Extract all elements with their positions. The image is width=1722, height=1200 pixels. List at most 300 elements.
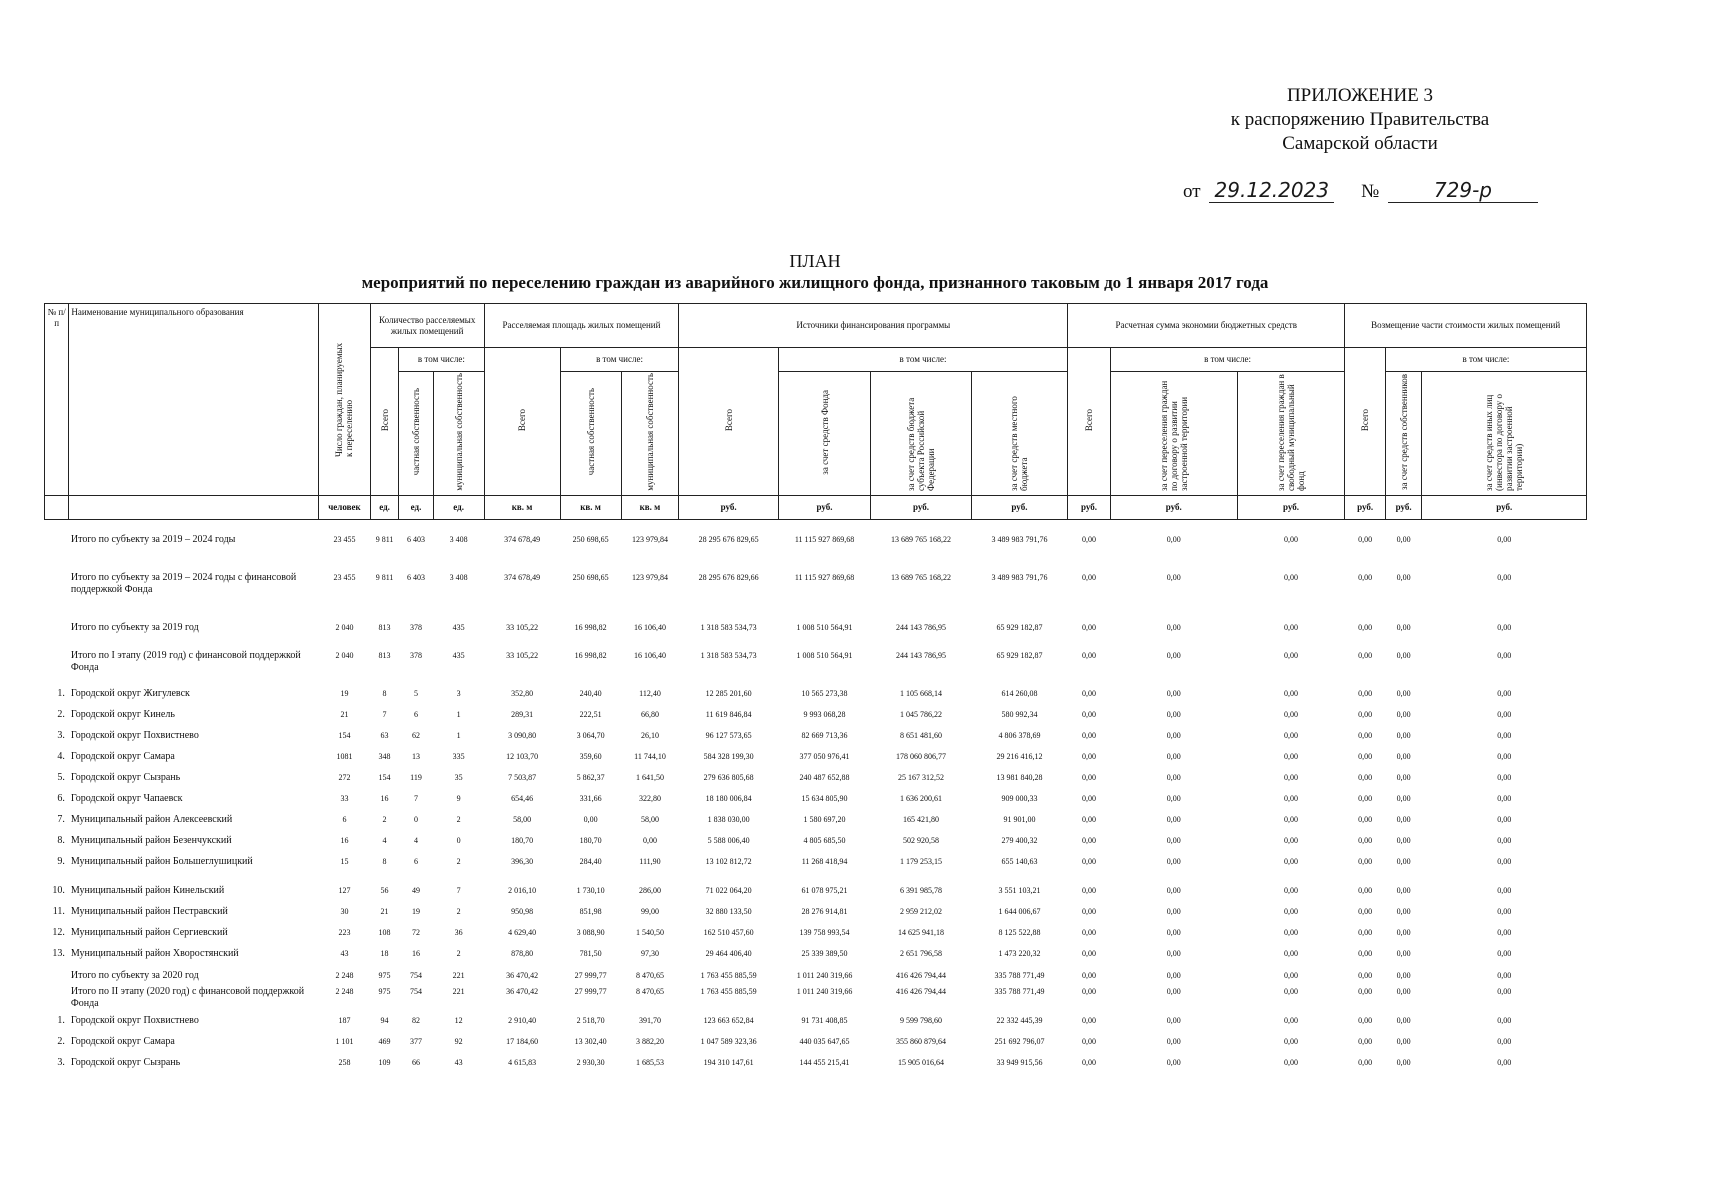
plan-table-body xyxy=(45,520,1587,1075)
table-cell: 1 105 668,14 xyxy=(899,689,942,698)
table-cell: 0,00 xyxy=(1081,949,1096,958)
table-cell: 154 xyxy=(378,773,391,782)
municipality-name: Муниципальный район Безенчукский xyxy=(70,835,232,846)
plan-subheading: мероприятий по переселению граждан из аварийного жилищного фонда, признанного таковым до 1 января 2017 года xyxy=(361,273,1269,292)
table-cell: 109 xyxy=(378,1058,391,1067)
table-cell: 0,00 xyxy=(1081,1058,1096,1067)
table-cell: 3 088,90 xyxy=(576,928,605,937)
unit-area-private: кв. м xyxy=(560,496,621,520)
table-cell: 0,00 xyxy=(1396,731,1411,740)
table-cell: 0,00 xyxy=(1396,773,1411,782)
table-cell: 0,00 xyxy=(642,836,657,845)
table-cell: 240 487 652,88 xyxy=(799,773,850,782)
table-cell: 13 xyxy=(412,752,420,761)
table-cell: 35 xyxy=(454,773,463,782)
unit-rooms-total: ед. xyxy=(370,496,398,520)
table-cell: 0,00 xyxy=(1358,794,1373,803)
table-cell: 162 510 457,60 xyxy=(703,928,754,937)
municipality-name: Муниципальный район Пестравский xyxy=(70,906,228,917)
table-row xyxy=(45,881,1587,902)
table-cell: 244 143 786,95 xyxy=(895,651,946,660)
table-cell: 0,00 xyxy=(1283,857,1298,866)
table-cell: 2 930,30 xyxy=(576,1058,605,1067)
funding-regional-header: за счет средств бюджета субъекта Российской Федерации xyxy=(871,372,971,496)
table-cell: 0,00 xyxy=(1358,836,1373,845)
table-cell: 28 295 676 829,66 xyxy=(698,573,759,582)
table-cell: 221 xyxy=(452,987,465,996)
table-cell: 19 xyxy=(412,907,420,916)
table-cell: 279 400,32 xyxy=(1001,836,1038,845)
table-cell: 8 470,65 xyxy=(635,987,664,996)
table-cell: 0,00 xyxy=(1166,535,1181,544)
table-cell: 878,80 xyxy=(511,949,534,958)
table-cell: 0,00 xyxy=(1358,731,1373,740)
table-cell: 16 106,40 xyxy=(633,623,666,632)
table-cell: 0,00 xyxy=(1283,949,1298,958)
table-cell: 0,00 xyxy=(1166,949,1181,958)
municipality-name: Итого по субъекту за 2020 год xyxy=(70,970,199,981)
table-cell: 0,00 xyxy=(1396,535,1411,544)
table-cell: 0,00 xyxy=(1497,710,1512,719)
row-number: 6. xyxy=(57,793,65,804)
funding-local-header: за счет средств местного бюджета xyxy=(971,372,1067,496)
municipality-name: Муниципальный район Алексеевский xyxy=(70,814,233,825)
table-cell: 3 882,20 xyxy=(635,1037,664,1046)
table-cell: 0,00 xyxy=(1283,623,1298,632)
table-cell: 0,00 xyxy=(1358,623,1373,632)
table-cell: 7 xyxy=(414,794,418,803)
table-cell: 0,00 xyxy=(1396,928,1411,937)
table-cell: 180,70 xyxy=(511,836,534,845)
municipality-name: Итого по субъекту за 2019 – 2024 годы xyxy=(70,534,236,545)
table-cell: 94 xyxy=(380,1016,389,1025)
table-cell: 0,00 xyxy=(1283,928,1298,937)
table-cell: 0,00 xyxy=(1358,651,1373,660)
table-cell: 0,00 xyxy=(1358,573,1373,582)
table-cell: 0,00 xyxy=(1497,1037,1512,1046)
table-cell: 2 248 xyxy=(335,987,354,996)
table-cell: 11 115 927 869,68 xyxy=(794,573,855,582)
table-row xyxy=(45,1011,1587,1032)
municipality-name: Муниципальный район Хворостянский xyxy=(70,948,239,959)
table-cell: 0,00 xyxy=(1396,1016,1411,1025)
table-cell: 11 115 927 869,68 xyxy=(794,535,855,544)
table-cell: 22 332 445,39 xyxy=(996,1016,1043,1025)
table-cell: 272 xyxy=(338,773,351,782)
table-cell: 0,00 xyxy=(1358,949,1373,958)
table-cell: 0,00 xyxy=(1283,971,1298,980)
order-date: 29.12.2023 xyxy=(1209,178,1334,203)
table-cell: 1 641,50 xyxy=(635,773,664,782)
order-number-label: № xyxy=(1361,181,1380,202)
table-cell: 62 xyxy=(412,731,420,740)
table-cell: 0,00 xyxy=(1166,971,1181,980)
table-row xyxy=(45,902,1587,923)
table-cell: 0,00 xyxy=(1497,623,1512,632)
unit-savings-total: руб. xyxy=(1068,496,1111,520)
table-cell: 26,10 xyxy=(640,731,659,740)
row-number: 1. xyxy=(57,688,65,699)
table-cell: 975 xyxy=(378,987,391,996)
table-cell: 3 489 983 791,76 xyxy=(991,535,1048,544)
table-cell: 0,00 xyxy=(1358,535,1373,544)
table-cell: 377 050 976,41 xyxy=(799,752,850,761)
table-cell: 0,00 xyxy=(1497,836,1512,845)
municipality-name: Городской округ Самара xyxy=(70,1036,175,1047)
table-cell: 123 663 652,84 xyxy=(703,1016,754,1025)
table-cell: 0,00 xyxy=(1166,689,1181,698)
table-cell: 502 920,58 xyxy=(902,836,939,845)
table-cell: 1 011 240 319,66 xyxy=(796,987,853,996)
table-row xyxy=(45,831,1587,852)
table-cell: 469 xyxy=(378,1037,391,1046)
table-cell: 0,00 xyxy=(1497,987,1512,996)
table-cell: 82 xyxy=(412,1016,420,1025)
table-cell: 0,00 xyxy=(1497,1058,1512,1067)
row-number xyxy=(45,568,69,618)
table-cell: 28 295 676 829,65 xyxy=(698,535,759,544)
table-cell: 3 489 983 791,76 xyxy=(991,573,1048,582)
table-cell: 0,00 xyxy=(1396,651,1411,660)
table-cell: 3 090,80 xyxy=(508,731,537,740)
table-cell: 240,40 xyxy=(579,689,602,698)
table-cell: 258 xyxy=(338,1058,351,1067)
table-cell: 1 730,10 xyxy=(576,886,605,895)
table-cell: 435 xyxy=(452,651,465,660)
table-row xyxy=(45,966,1587,982)
savings-incl-header: в том числе: xyxy=(1110,348,1345,372)
table-cell: 0,00 xyxy=(1497,886,1512,895)
table-cell: 11 619 846,84 xyxy=(705,710,752,719)
table-cell: 0,00 xyxy=(1396,836,1411,845)
table-cell: 0,00 xyxy=(1497,815,1512,824)
table-cell: 0,00 xyxy=(1396,689,1411,698)
table-cell: 1 011 240 319,66 xyxy=(796,971,853,980)
municipality-name: Итого по I этапу (2019 год) с финансовой поддержкой Фонда xyxy=(70,650,301,673)
table-cell: 1 540,50 xyxy=(635,928,664,937)
row-number: 3. xyxy=(57,730,65,741)
row-number xyxy=(45,530,69,568)
table-cell: 250 698,65 xyxy=(572,573,609,582)
table-cell: 0,00 xyxy=(1166,710,1181,719)
table-cell: 0,00 xyxy=(1358,907,1373,916)
table-cell: 180,70 xyxy=(579,836,602,845)
table-cell: 112,40 xyxy=(639,689,661,698)
table-cell: 13 689 765 168,22 xyxy=(890,535,951,544)
table-cell: 0,00 xyxy=(1283,794,1298,803)
municipality-name: Муниципальный район Кинельский xyxy=(70,885,225,896)
table-cell: 2 xyxy=(456,949,461,958)
table-cell: 655 140,63 xyxy=(1001,857,1038,866)
row-number: 1. xyxy=(57,1015,65,1026)
table-cell: 36 470,42 xyxy=(506,987,539,996)
table-cell: 0,00 xyxy=(1283,573,1298,582)
savings-contract-header: за счет переселения граждан по договору о развитии застроенной территории xyxy=(1110,372,1237,496)
table-cell: 0,00 xyxy=(1166,987,1181,996)
table-cell: 4 806 378,69 xyxy=(998,731,1041,740)
table-cell: 111,90 xyxy=(639,857,661,866)
table-cell: 0,00 xyxy=(1283,1016,1298,1025)
row-number: 11. xyxy=(52,906,65,917)
table-cell: 0,00 xyxy=(1081,836,1096,845)
comp-other-header: за счет средств иных лиц (инвестора по договору о развитии застроенной территории) xyxy=(1422,372,1587,496)
table-cell: 378 xyxy=(410,651,422,660)
order-reference xyxy=(1183,178,1553,204)
table-row xyxy=(45,982,1587,1011)
table-cell: 289,31 xyxy=(511,710,534,719)
municipality-name: Городской округ Похвистнево xyxy=(70,1015,199,1026)
table-cell: 223 xyxy=(338,928,351,937)
table-cell: 0,00 xyxy=(1166,857,1181,866)
unit-savings-contract: руб. xyxy=(1110,496,1237,520)
table-cell: 4 615,83 xyxy=(508,1058,537,1067)
table-cell: 18 180 006,84 xyxy=(705,794,752,803)
table-cell: 374 678,49 xyxy=(504,573,541,582)
table-cell: 1 045 786,22 xyxy=(899,710,942,719)
table-cell: 0,00 xyxy=(1166,907,1181,916)
table-cell: 19 xyxy=(340,689,349,698)
table-cell: 0,00 xyxy=(1081,689,1096,698)
table-row xyxy=(45,705,1587,726)
table-cell: 584 328 199,30 xyxy=(703,752,754,761)
table-cell: 61 078 975,21 xyxy=(801,886,848,895)
table-cell: 96 127 573,65 xyxy=(705,731,752,740)
table-cell: 0,00 xyxy=(1081,815,1096,824)
unit-comp-owners: руб. xyxy=(1385,496,1422,520)
table-cell: 33 105,22 xyxy=(506,623,539,632)
row-number xyxy=(45,966,69,982)
unit-name xyxy=(69,496,319,520)
table-cell: 851,98 xyxy=(579,907,602,916)
table-cell: 2 248 xyxy=(335,971,354,980)
table-cell: 0,00 xyxy=(1283,1058,1298,1067)
row-number: 5. xyxy=(57,772,65,783)
table-cell: 3 408 xyxy=(449,535,468,544)
group-funding-header: Источники финансирования программы xyxy=(679,304,1068,348)
table-cell: 63 xyxy=(380,731,389,740)
table-cell: 15 905 016,64 xyxy=(897,1058,944,1067)
row-number xyxy=(45,618,69,646)
order-from-label: от xyxy=(1183,181,1201,202)
table-cell: 16 106,40 xyxy=(633,651,666,660)
table-cell: 0,00 xyxy=(1081,907,1096,916)
table-cell: 1 xyxy=(456,710,461,719)
table-cell: 13 302,40 xyxy=(574,1037,607,1046)
table-cell: 0,00 xyxy=(1283,886,1298,895)
table-cell: 1 008 510 564,91 xyxy=(796,651,853,660)
row-number: 2. xyxy=(57,1036,65,1047)
area-municipal-header: муниципальная собственность xyxy=(621,372,679,496)
table-cell: 654,46 xyxy=(511,794,534,803)
table-cell: 0,00 xyxy=(1283,907,1298,916)
plan-table-head xyxy=(45,304,1587,520)
table-cell: 72 xyxy=(412,928,420,937)
unit-comp-total: руб. xyxy=(1345,496,1386,520)
table-row xyxy=(45,646,1587,684)
table-cell: 3 551 103,21 xyxy=(998,886,1041,895)
table-cell: 0,00 xyxy=(1396,573,1411,582)
table-cell: 781,50 xyxy=(579,949,602,958)
municipality-name: Итого по субъекту за 2019 год xyxy=(70,622,199,633)
table-cell: 322,80 xyxy=(638,794,661,803)
table-cell: 1 179 253,15 xyxy=(899,857,942,866)
row-number: 4. xyxy=(57,751,65,762)
table-cell: 1 xyxy=(456,731,461,740)
table-cell: 0,00 xyxy=(1081,928,1096,937)
table-cell: 0,00 xyxy=(1497,773,1512,782)
table-cell: 0,00 xyxy=(1081,987,1096,996)
table-cell: 66 xyxy=(412,1058,420,1067)
row-number xyxy=(45,982,69,1011)
table-cell: 0,00 xyxy=(1283,689,1298,698)
table-cell: 0,00 xyxy=(1081,573,1096,582)
table-cell: 65 929 182,87 xyxy=(996,623,1043,632)
table-cell: 0,00 xyxy=(1166,815,1181,824)
unit-funding-total: руб. xyxy=(679,496,778,520)
table-cell: 29 216 416,12 xyxy=(996,752,1043,761)
unit-funding-regional: руб. xyxy=(871,496,971,520)
table-row xyxy=(45,726,1587,747)
table-cell: 1 101 xyxy=(335,1037,354,1046)
table-cell: 335 788 771,49 xyxy=(994,987,1045,996)
table-cell: 7 503,87 xyxy=(508,773,537,782)
table-cell: 11 744,10 xyxy=(634,752,666,761)
table-cell: 36 xyxy=(454,928,463,937)
appendix-line-3: Самарской области xyxy=(1282,133,1438,154)
table-cell: 119 xyxy=(410,773,422,782)
table-cell: 0,00 xyxy=(1396,815,1411,824)
table-cell: 435 xyxy=(452,623,465,632)
table-cell: 0,00 xyxy=(1358,971,1373,980)
table-cell: 813 xyxy=(378,623,391,632)
table-cell: 11 268 418,94 xyxy=(801,857,848,866)
table-cell: 6 403 xyxy=(407,535,425,544)
table-cell: 0,00 xyxy=(1497,731,1512,740)
table-cell: 0,00 xyxy=(1396,1058,1411,1067)
table-cell: 1 636 200,61 xyxy=(899,794,942,803)
appendix-block xyxy=(1180,84,1540,156)
table-cell: 43 xyxy=(340,949,349,958)
table-row xyxy=(45,923,1587,944)
table-cell: 1 763 455 885,59 xyxy=(700,987,757,996)
table-cell: 2 959 212,02 xyxy=(899,907,942,916)
municipality-name: Итого по II этапу (2020 год) с финансовой поддержкой Фонда xyxy=(70,986,305,1009)
table-cell: 754 xyxy=(410,987,422,996)
municipality-name: Городской округ Кинель xyxy=(70,709,175,720)
table-cell: 391,70 xyxy=(638,1016,661,1025)
table-cell: 33 949 915,56 xyxy=(996,1058,1043,1067)
table-row xyxy=(45,1032,1587,1053)
table-cell: 8 125 522,88 xyxy=(998,928,1041,937)
table-cell: 8 xyxy=(382,689,387,698)
table-cell: 352,80 xyxy=(511,689,534,698)
table-cell: 8 651 481,60 xyxy=(899,731,942,740)
table-spacer-row xyxy=(45,520,1587,531)
table-cell: 139 758 993,54 xyxy=(799,928,850,937)
table-cell: 0,00 xyxy=(1497,857,1512,866)
table-cell: 1 008 510 564,91 xyxy=(796,623,853,632)
table-row xyxy=(45,768,1587,789)
table-cell: 16 998,82 xyxy=(574,623,607,632)
table-cell: 3 064,70 xyxy=(576,731,605,740)
table-cell: 440 035 647,65 xyxy=(799,1037,850,1046)
row-number: 10. xyxy=(52,885,65,896)
table-cell: 2 016,10 xyxy=(508,886,537,895)
table-cell: 0,00 xyxy=(1166,651,1181,660)
row-number xyxy=(45,646,69,684)
table-cell: 377 xyxy=(410,1037,422,1046)
col-citizens-header: Число граждан, планируемых к переселению xyxy=(319,304,371,496)
table-cell: 8 xyxy=(382,857,387,866)
table-cell: 123 979,84 xyxy=(631,573,668,582)
rooms-private-header: частная собственность xyxy=(399,372,434,496)
col-num-header: № п/п xyxy=(45,304,69,496)
appendix-line-2: к распоряжению Правительства xyxy=(1230,109,1490,130)
table-cell: 1 047 589 323,36 xyxy=(700,1037,757,1046)
table-cell: 0,00 xyxy=(1166,573,1181,582)
table-cell: 108 xyxy=(378,928,391,937)
table-cell: 43 xyxy=(454,1058,463,1067)
table-cell: 30 xyxy=(340,907,349,916)
appendix-title: ПРИЛОЖЕНИЕ 3 xyxy=(1286,85,1434,106)
table-cell: 950,98 xyxy=(511,907,534,916)
table-cell: 0,00 xyxy=(1081,971,1096,980)
table-cell: 0,00 xyxy=(1081,1016,1096,1025)
table-cell: 2 040 xyxy=(335,651,354,660)
table-cell: 9 811 xyxy=(375,573,394,582)
table-cell: 0,00 xyxy=(1358,1016,1373,1025)
table-cell: 6 xyxy=(414,857,418,866)
table-cell: 244 143 786,95 xyxy=(895,623,946,632)
row-number: 8. xyxy=(57,835,65,846)
table-cell: 0,00 xyxy=(1358,689,1373,698)
table-cell: 65 929 182,87 xyxy=(996,651,1043,660)
savings-total-header: Всего xyxy=(1068,348,1111,496)
table-cell: 0,00 xyxy=(1166,752,1181,761)
table-cell: 2 xyxy=(382,815,387,824)
table-cell: 0,00 xyxy=(1283,815,1298,824)
group-area-header: Расселяемая площадь жилых помещений xyxy=(484,304,679,348)
comp-owners-header: за счет средств собственников xyxy=(1385,372,1422,496)
table-cell: 9 811 xyxy=(375,535,394,544)
table-cell: 0,00 xyxy=(1081,794,1096,803)
table-cell: 1 318 583 534,73 xyxy=(700,651,757,660)
table-cell: 154 xyxy=(338,731,351,740)
table-cell: 123 979,84 xyxy=(631,535,668,544)
table-cell: 12 285 201,60 xyxy=(705,689,752,698)
table-cell: 23 455 xyxy=(333,573,356,582)
table-cell: 12 103,70 xyxy=(506,752,539,761)
table-cell: 2 040 xyxy=(335,623,354,632)
unit-savings-free: руб. xyxy=(1237,496,1345,520)
table-cell: 359,60 xyxy=(579,752,602,761)
table-cell: 348 xyxy=(378,752,391,761)
table-cell: 0,00 xyxy=(1283,752,1298,761)
table-cell: 28 276 914,81 xyxy=(801,907,848,916)
table-cell: 127 xyxy=(338,886,351,895)
table-cell: 0,00 xyxy=(1497,535,1512,544)
table-cell: 4 xyxy=(382,836,387,845)
table-cell: 0,00 xyxy=(1497,907,1512,916)
table-cell: 0,00 xyxy=(1358,857,1373,866)
table-cell: 0,00 xyxy=(1497,752,1512,761)
table-cell: 9 599 798,60 xyxy=(899,1016,942,1025)
table-cell: 0,00 xyxy=(1283,731,1298,740)
funding-total-header: Всего xyxy=(679,348,778,496)
table-cell: 71 022 064,20 xyxy=(705,886,752,895)
table-cell: 6 403 xyxy=(407,573,425,582)
table-cell: 0,00 xyxy=(1358,773,1373,782)
